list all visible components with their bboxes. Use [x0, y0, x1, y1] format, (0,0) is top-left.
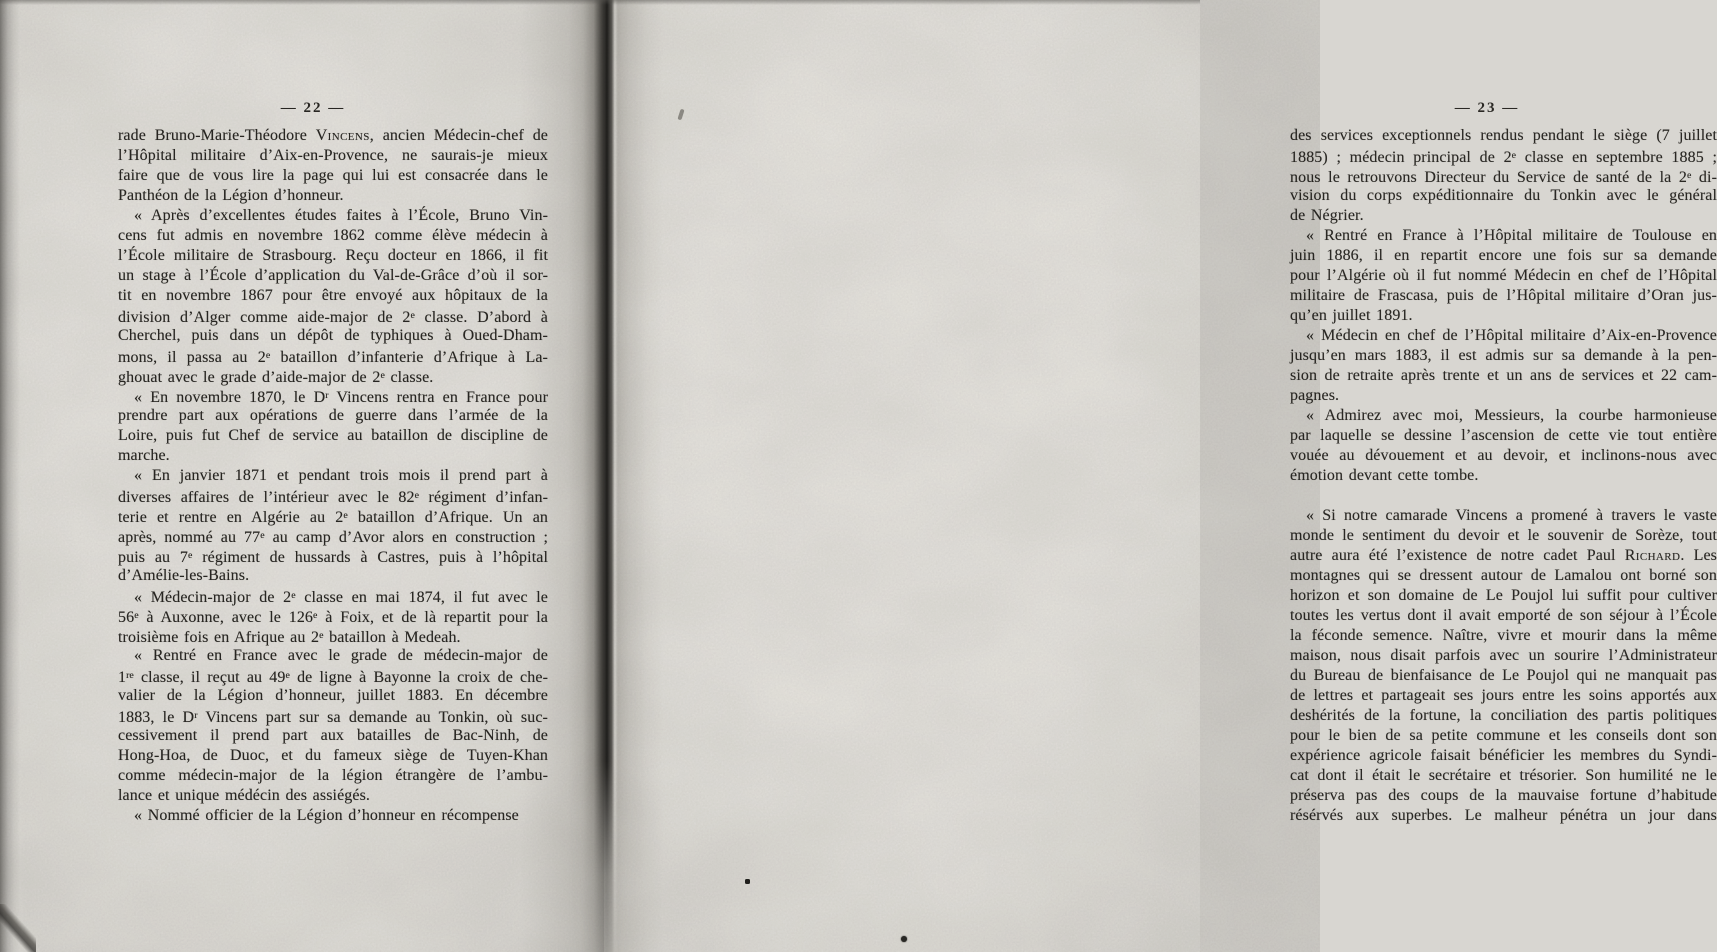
- superscript-text: e: [1687, 170, 1692, 181]
- text-line: monde le sentiment du devoir et le souvenir de Sorèze, tout: [1290, 527, 1717, 544]
- text-line: mons, il passa au 2e bataillon d’infanterie d’Afrique à La-: [118, 349, 548, 367]
- text-line: cens fut admis en novembre 1862 comme élève médecin à: [118, 227, 548, 244]
- text-line: Hong-Hoa, de Duoc, et du fameux siège de Tuyen-Khan: [118, 747, 548, 764]
- text-line: rade Bruno-Marie-Théodore Vincens, ancien Médecin-chef de: [118, 127, 548, 144]
- page-22: [0, 0, 604, 952]
- paragraph: [118, 586, 548, 646]
- text-line: de lettres et partageait ses jours entre les soins apportés aux: [1290, 687, 1717, 704]
- text-line: préserva pas des coups de la mauvaise fortune d’habitude: [1290, 787, 1717, 804]
- superscript-text: e: [343, 510, 348, 521]
- paragraph: [118, 126, 548, 206]
- text-line: prendre part aux opérations de guerre dans l’armée de la: [118, 407, 548, 424]
- text-line: marche.: [118, 447, 170, 464]
- text-line: horizon et son domaine de Le Poujol lui suffit pour cultiver: [1290, 587, 1717, 604]
- paragraph: [118, 646, 548, 806]
- page-number-left: — 22 —: [280, 100, 346, 116]
- text-line: ghouat avec le grade d’aide-major de 2e classe.: [118, 369, 434, 387]
- text-line: valier de la Légion d’honneur, juillet 1883. En décembre: [118, 687, 548, 704]
- small-caps-name: Vincens: [315, 127, 370, 144]
- text-line: l’École militaire de Strasbourg. Reçu docteur en 1866, il fit: [118, 247, 548, 264]
- paragraph: [1290, 506, 1717, 826]
- text-line: des services exceptionnels rendus pendant le siège (7 juillet: [1290, 127, 1717, 144]
- text-line: « Nommé officier de la Légion d’honneur en récompense: [134, 807, 519, 824]
- superscript-text: e: [188, 550, 193, 561]
- text-line: montagnes qui se dressent autour de Lamalou ont borné son: [1290, 567, 1717, 584]
- superscript-text: e: [285, 670, 290, 681]
- text-line: 1885) ; médecin principal de 2e classe en septembre 1885 ;: [1290, 149, 1717, 167]
- superscript-text: e: [265, 350, 271, 361]
- paragraph: [1290, 326, 1717, 406]
- superscript-text: e: [134, 610, 139, 621]
- text-line: nous le retrouvons Directeur du Service de santé de la 2e di-: [1290, 169, 1717, 187]
- text-line: diverses affaires de l’intérieur avec le 82e régiment d’infan-: [118, 489, 548, 507]
- superscript-text: r: [325, 390, 329, 401]
- text-line: pour l’Algérie où il fut nommé Médecin en chef de l’Hôpital: [1290, 267, 1717, 284]
- text-line: militaire de Frascasa, puis de l’Hôpital militaire d’Oran jus-: [1290, 287, 1717, 304]
- page-23: [604, 0, 1717, 952]
- text-line: toutes les vertus dont il avait emporté de son séjour à l’École: [1290, 607, 1717, 624]
- book-binding-gutter: [568, 0, 646, 952]
- text-line: autre aura été l’existence de notre cadet Paul Richard. Les: [1290, 547, 1717, 564]
- text-line: lance et unique médécin des assiégés.: [118, 787, 370, 804]
- page-edge-top: [0, 0, 1200, 5]
- text-line: deshérités de la fortune, la conciliation des partis politiques: [1290, 707, 1717, 724]
- text-line: du Bureau de bienfaisance de Le Poujol qui ne manquait pas: [1290, 667, 1717, 684]
- superscript-text: e: [410, 310, 415, 321]
- text-line: juin 1886, il en repartit encore une fois sur sa demande: [1290, 247, 1717, 264]
- text-line: émotion devant cette tombe.: [1290, 467, 1479, 484]
- superscript-text: e: [414, 490, 420, 501]
- text-line: jusqu’en mars 1883, il est admis sur sa demande à la pen-: [1290, 347, 1717, 364]
- superscript-text: e: [291, 590, 296, 601]
- text-line: cat dont il était le secrétaire et trésorier. Son humilité ne le: [1290, 767, 1717, 784]
- text-line: Cherchel, puis dans un dépôt de typhiques à Oued-Dham-: [118, 327, 548, 344]
- page-number-right: — 23 —: [1454, 100, 1520, 116]
- text-line: un stage à l’École d’application du Val-de-Grâce d’où il sor-: [118, 267, 548, 284]
- text-line: troisième fois en Afrique au 2e bataillon à Medeah.: [118, 629, 461, 647]
- text-line: vouée au dévouement et au devoir, et inclinons-nous avec: [1290, 447, 1717, 464]
- superscript-text: e: [313, 610, 318, 621]
- superscript-text: e: [380, 370, 385, 381]
- text-line: d’Amélie-les-Bains.: [118, 567, 250, 584]
- text-line: terie et rentre en Algérie au 2e bataillon d’Afrique. Un an: [118, 509, 549, 527]
- text-line: « En janvier 1871 et pendant trois mois il prend part à: [134, 467, 548, 484]
- text-line: « Rentré en France à l’Hôpital militaire de Toulouse en: [1306, 227, 1717, 244]
- text-line: division d’Alger comme aide-major de 2e classe. D’abord à: [118, 309, 548, 327]
- text-line: pagnes.: [1290, 387, 1340, 404]
- paragraph: [118, 206, 548, 386]
- text-line: pour le bien de sa petite commune et les conseils dont son: [1290, 727, 1717, 744]
- text-line: de Négrier.: [1290, 207, 1364, 224]
- text-line: « Rentré en France avec le grade de médecin-major de: [134, 647, 548, 664]
- superscript-text: re: [126, 670, 134, 681]
- text-line: vision du corps expéditionnaire du Tonkin avec le général: [1290, 187, 1717, 204]
- text-line: sion de retraite après trente et un ans de services et 22 cam-: [1290, 367, 1717, 384]
- text-line: « Si notre camarade Vincens a promené à travers le vaste: [1306, 507, 1717, 524]
- small-caps-name: Richard: [1624, 547, 1681, 564]
- superscript-text: e: [1511, 150, 1517, 161]
- superscript-text: e: [319, 630, 324, 641]
- paragraph: [1290, 126, 1717, 226]
- text-line: résérvés aux superbes. Le malheur pénétra un jour dans: [1290, 807, 1717, 824]
- page-edge-left: [0, 0, 26, 952]
- text-line: « Admirez avec moi, Messieurs, la courbe harmonieuse: [1306, 407, 1717, 424]
- text-line: Loire, puis fut Chef de service au bataillon de discipline de: [118, 427, 548, 444]
- paragraph: [1290, 226, 1717, 326]
- paragraph: [118, 806, 548, 826]
- superscript-text: e: [260, 530, 265, 541]
- paragraph: [118, 466, 548, 586]
- superscript-text: r: [194, 710, 198, 721]
- text-line: « Médecin-major de 2e classe en mai 1874, il fut avec le: [134, 589, 549, 607]
- text-line: par laquelle se dessine l’ascension de cette vie tout entière: [1290, 427, 1717, 444]
- text-line: « Médecin en chef de l’Hôpital militaire d’Aix-en-Provence: [1306, 327, 1717, 344]
- text-line: Panthéon de la Légion d’honneur.: [118, 187, 344, 204]
- page-corner-fold: [0, 904, 36, 952]
- text-line: 1re classe, il reçut au 49e de ligne à Bayonne la croix de che-: [118, 669, 548, 687]
- text-line: puis au 7e régiment de hussards à Castres, puis à l’hôpital: [118, 549, 548, 567]
- text-line: « En novembre 1870, le $D^r$ Vincens rentra en France pour: [134, 389, 548, 407]
- text-line: qu’en juillet 1891.: [1290, 307, 1413, 324]
- text-line: l’Hôpital militaire d’Aix-en-Provence, ne saurais-je mieux: [118, 147, 548, 164]
- text-line: tit en novembre 1867 pour être envoyé aux hôpitaux de la: [118, 287, 548, 304]
- page-23-text-block: [1290, 126, 1717, 826]
- text-line: maison, nous disait parfois avec un sourire l’Administrateur: [1290, 647, 1717, 664]
- paragraph: [118, 386, 548, 466]
- text-line: la féconde semence. Naître, vivre et mourir dans la même: [1290, 627, 1717, 644]
- text-line: faire que de vous lire la page qui lui est consacrée dans le: [118, 167, 548, 184]
- text-line: 56e à Auxonne, avec le 126e à Foix, et de là repartit pour la: [118, 609, 548, 627]
- text-line: cessivement il prend part aux batailles de Bac-Ninh, de: [118, 727, 548, 744]
- paragraph: [1290, 406, 1717, 486]
- text-line: après, nommé au 77e au camp d’Avor alors en construction ;: [118, 529, 549, 547]
- ink-speck: [901, 936, 907, 942]
- text-line: comme médecin-major de la légion étrangère de l’ambu-: [118, 767, 548, 784]
- text-line: expérience agricole faisait bénéficier les membres du Syndi-: [1290, 747, 1717, 764]
- text-line: « Après d’excellentes études faites à l’École, Bruno Vin-: [134, 207, 548, 224]
- page-22-text-block: [118, 126, 548, 826]
- text-line: 1883, le $D^r$ Vincens part sur sa demande au Tonkin, où suc-: [118, 709, 548, 727]
- ink-speck: [745, 879, 750, 884]
